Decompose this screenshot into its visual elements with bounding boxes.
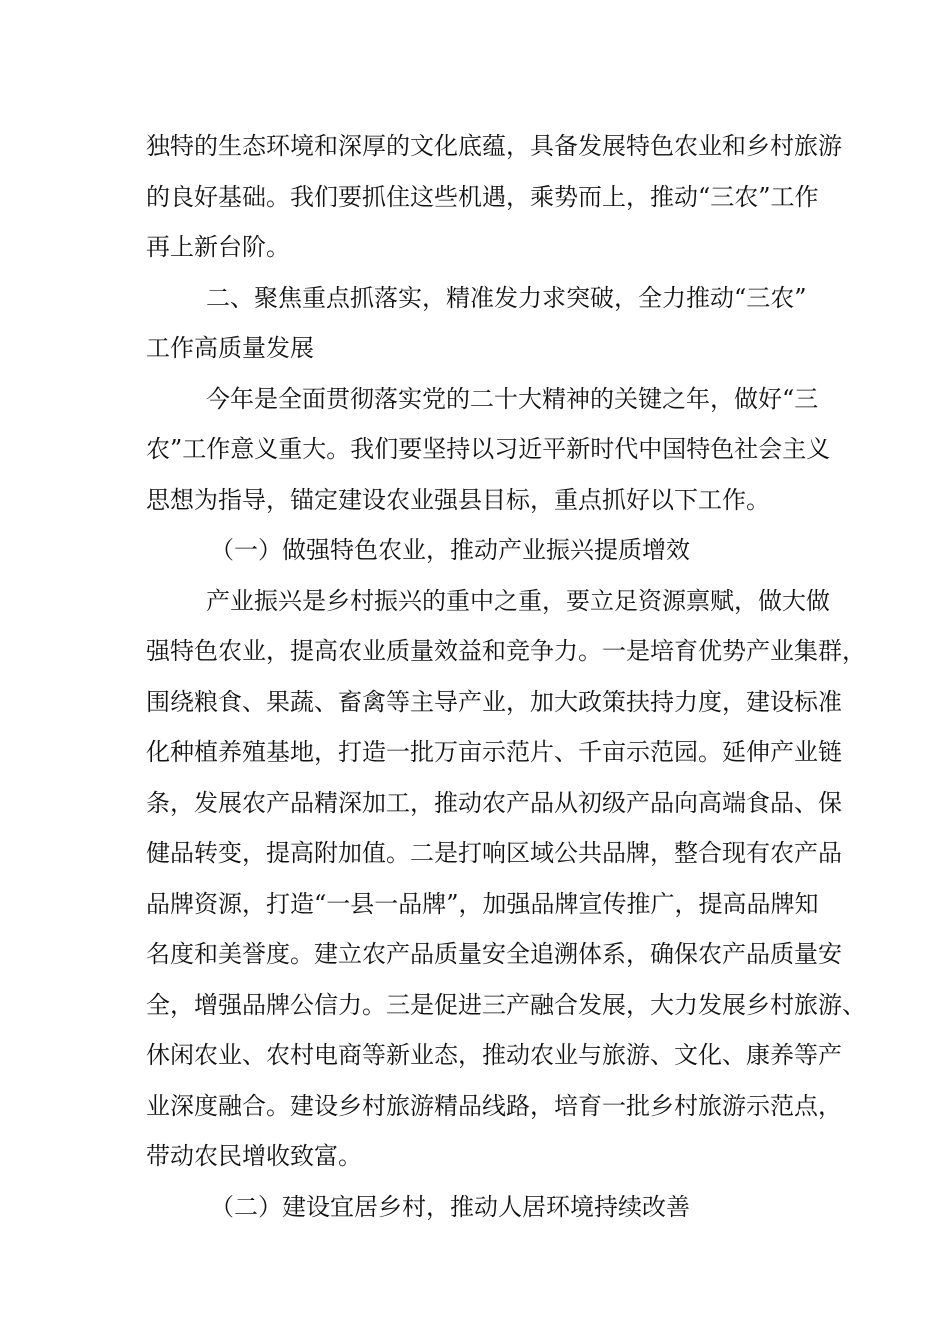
paragraph-line: 农”工作意义重大。我们要坚持以习近平新时代中国特色社会主义 [146, 435, 831, 463]
section-heading-line: 工作高质量发展 [146, 334, 314, 362]
paragraph-line: 全，增强品牌公信力。三是促进三产融合发展，大力发展乡村旅游、 [146, 990, 866, 1019]
paragraph-line: 健品转变，提高附加值。二是打响区域公共品牌，整合现有农产品 [146, 839, 842, 867]
paragraph-line: 带动农民增收致富。 [146, 1142, 362, 1170]
paragraph-line: 品牌资源，打造“一县一品牌”，加强品牌宣传推广，提高品牌知 [146, 889, 819, 918]
subsection-heading: （一）做强特色农业，推动产业振兴提质增效 [210, 536, 690, 564]
section-heading-line: 二、聚焦重点抓落实，精准发力求突破，全力推动“三农” [206, 283, 807, 312]
paragraph-line: 休闲农业、农村电商等新业态，推动农业与旅游、文化、康养等产 [146, 1041, 842, 1069]
paragraph-line: 思想为指导，锚定建设农业强县目标，重点抓好以下工作。 [146, 485, 770, 514]
paragraph-line: 名度和美誉度。建立农产品质量安全追溯体系，确保农产品质量安 [146, 940, 842, 968]
paragraph-line: 化种植养殖基地，打造一批万亩示范片、千亩示范园。延伸产业链 [146, 738, 842, 766]
paragraph-line: 产业振兴是乡村振兴的重中之重，要立足资源禀赋，做大做 [206, 586, 830, 615]
paragraph-line: 业深度融合。建设乡村旅游精品线路，培育一批乡村旅游示范点， [146, 1091, 842, 1120]
paragraph-line: 的良好基础。我们要抓住这些机遇，乘势而上，推动“三农”工作 [146, 182, 819, 211]
paragraph-line: 条，发展农产品精深加工，推动农产品从初级产品向高端食品、保 [146, 788, 842, 817]
paragraph-line: 独特的生态环境和深厚的文化底蕴，具备发展特色农业和乡村旅游 [146, 132, 842, 160]
paragraph-line: 今年是全面贯彻落实党的二十大精神的关键之年，做好“三 [206, 384, 819, 413]
subsection-heading: （二）建设宜居乡村，推动人居环境持续改善 [210, 1192, 690, 1221]
paragraph-line: 再上新台阶。 [146, 233, 290, 261]
paragraph-line: 围绕粮食、果蔬、畜禽等主导产业，加大政策扶持力度，建设标准 [146, 687, 842, 716]
document-body [146, 121, 866, 1232]
paragraph-line: 强特色农业，提高农业质量效益和竞争力。一是培育优势产业集群， [146, 637, 866, 665]
